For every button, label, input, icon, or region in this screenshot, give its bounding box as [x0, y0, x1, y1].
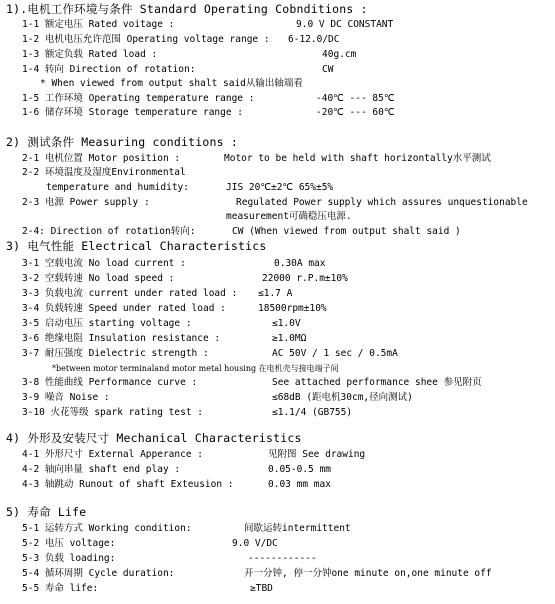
value: CW	[322, 64, 334, 75]
label: 2-4: Direction of rotation转向:	[22, 226, 196, 237]
value: ------------	[248, 553, 317, 564]
label: 4-1 外形尺寸 External Apperance :	[22, 449, 203, 460]
spec-row-3-7	[22, 347, 398, 360]
spec-row-3-9	[22, 391, 413, 404]
label: 1-3 额定负载 Rated load :	[22, 49, 158, 60]
spec-row-2-3	[22, 196, 528, 209]
section-5-title: 5) 寿命 Life	[6, 505, 87, 519]
value: See attached performance shee 参见附页	[272, 377, 482, 388]
value: CW (When viewed from output shalt said )	[232, 226, 461, 237]
section-1-title: 1).电机工作环境与条件 Standard Operating Cobnditions :	[6, 2, 368, 16]
label: 3-6 绝缘电阻 Insulation resistance :	[22, 333, 221, 344]
value: AC 50V / 1 sec / 0.5mA	[272, 348, 398, 359]
value: ≥1.0MΩ	[272, 333, 307, 344]
spec-row-4-2	[22, 463, 331, 476]
label: 3-1 空载电流 No load current :	[22, 258, 186, 269]
value: Motor to be held with shaft horizontally水平测试	[224, 153, 491, 164]
value: ≥TBD	[250, 583, 273, 594]
value: ≤1.0V	[272, 318, 301, 329]
label: 2-3 电源 Power supply :	[22, 197, 150, 208]
value: 40g.cm	[322, 49, 357, 60]
value: 9.0 V/DC	[232, 538, 278, 549]
value: ≤1.1/4 (GB755)	[272, 407, 353, 418]
spec-row-3-8	[22, 376, 482, 389]
spec-row-3-5	[22, 317, 301, 330]
label: 5-1 运转方式 Working condition:	[22, 523, 192, 534]
value: -20℃ --- 60℃	[316, 107, 395, 118]
spec-row-1-3	[22, 48, 357, 61]
label: 4-2 轴向串量 shaft end play :	[22, 464, 181, 475]
spec-row-2-1	[22, 152, 491, 165]
label: 1-5 工作环境 Operating temperature range :	[22, 93, 255, 104]
label: 5-4 循环周期 Cycle duration:	[22, 568, 175, 579]
spec-row-5-3	[22, 552, 317, 565]
value: ≤68dB (距电机30cm,径向测试)	[272, 392, 413, 403]
spec-row-5-5	[22, 582, 273, 595]
label: 2-1 电机位置 Motor position :	[22, 153, 181, 164]
section-4-title: 4) 外形及安装尺寸 Mechanical Characteristics	[6, 431, 302, 445]
label: 3-9 噪音 Noise :	[22, 392, 110, 403]
label: 3-10 火花等级 spark rating test :	[22, 407, 203, 418]
spec-row-1-6	[22, 106, 395, 119]
label: 3-7 耐压强度 Dielectric strength :	[22, 348, 209, 359]
value: Regulated Power supply which assures unquestionable	[236, 197, 528, 208]
spec-row-2-2b	[46, 181, 334, 194]
spec-row-3-2	[22, 272, 348, 285]
label: 3-8 性能曲线 Performance curve :	[22, 377, 198, 388]
value: -40℃ --- 85℃	[316, 93, 395, 104]
spec-row-3-1	[22, 257, 326, 270]
label: 1-6 储存环境 Storage temperature range :	[22, 107, 244, 118]
value: 22000 r.P.m±10%	[262, 273, 348, 284]
value: 0.30A max	[274, 258, 326, 269]
spec-row-5-4	[22, 567, 492, 580]
label: temperature and humidity:	[46, 182, 189, 193]
value: 18500rpm±10%	[258, 303, 327, 314]
spec-row-1-2	[22, 33, 340, 46]
spec-row-1-4	[22, 63, 334, 76]
spec-row-1-5	[22, 92, 395, 105]
label: 3-4 负载转速 Speed under rated load :	[22, 303, 226, 314]
label: 1-1 额定电压 Rated voitage :	[22, 19, 175, 30]
value: 间歇运转intermittent	[244, 523, 351, 534]
spec-row-4-3	[22, 478, 331, 491]
label: 3-5 启动电压 starting voltage :	[22, 318, 192, 329]
value: 开一分钟, 停一分钟one minute on,one minute off	[244, 568, 492, 579]
label: 5-2 电压 voltage:	[22, 538, 116, 549]
spec-row-3-10	[22, 406, 353, 419]
spec-row-5-2	[22, 537, 278, 550]
spec-row-3-4	[22, 302, 327, 315]
spec-row-2-2a: 2-2 环境温度及湿度Environmental	[22, 167, 186, 178]
spec-row-4-1	[22, 448, 366, 461]
value: ≤1.7 A	[258, 288, 293, 299]
value: 见附图 See drawing	[268, 449, 366, 460]
label: 4-3 轴跳动 Runout of shaft Exteusion :	[22, 479, 234, 490]
label: 1-2 电机电压允许范围 Operating voltage range :	[22, 34, 270, 45]
value: JIS 20℃±2℃ 65%±5%	[226, 182, 334, 193]
value: 0.03 mm max	[268, 479, 331, 490]
spec-row-3-6	[22, 332, 307, 345]
spec-row-2-3b: measurement可确稳压电源.	[226, 211, 352, 222]
label: 3-3 负载电流 current under rated load :	[22, 288, 238, 299]
spec-row-1-1	[22, 18, 394, 31]
label: 5-3 负载 loading:	[22, 553, 116, 564]
spec-row-2-4	[22, 225, 461, 238]
section-2-title: 2) 测试条件 Measuring conditions :	[6, 135, 239, 149]
spec-row-3-3	[22, 287, 293, 300]
value: 9.0 V DC CONSTANT	[296, 19, 394, 30]
value: 6-12.0/DC	[288, 34, 340, 45]
section-3-title: 3) 电气性能 Electrical Characteristics	[6, 239, 267, 253]
label: 5-5 寿命 life:	[22, 583, 99, 594]
note-3: *between motor terminaland motor metal housing 在电机壳与接电端子间	[52, 364, 339, 373]
value: 0.05-0.5 mm	[268, 464, 331, 475]
label: 3-2 空载转速 No load speed :	[22, 273, 175, 284]
note-1: * When viewed from output shalt said从输出轴端看	[40, 78, 303, 89]
label: 1-4 转向 Direction of rotation:	[22, 64, 196, 75]
spec-row-5-1	[22, 522, 351, 535]
